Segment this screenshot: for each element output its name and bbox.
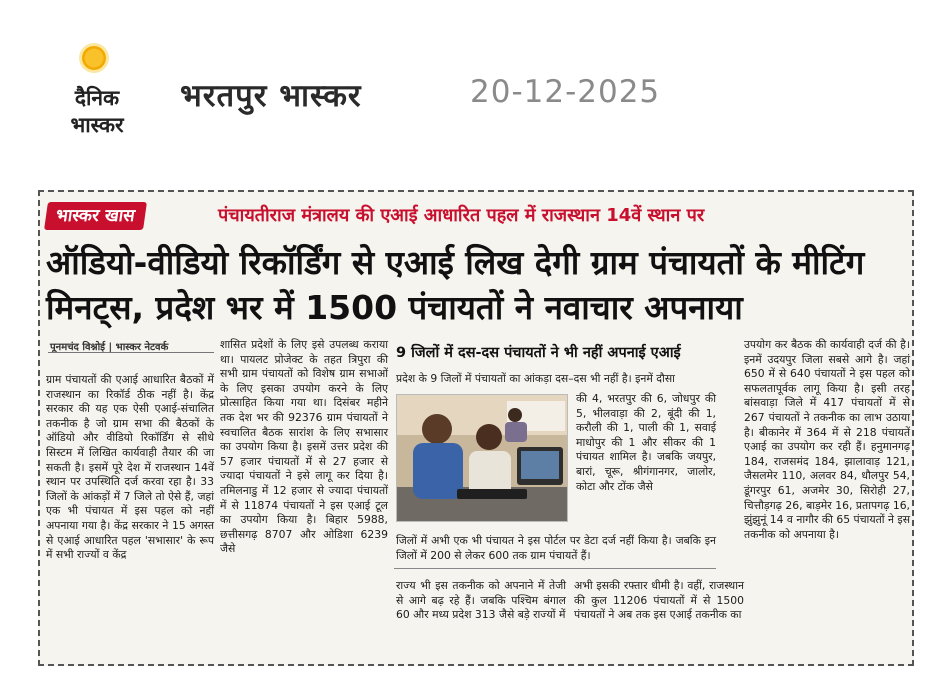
box-subheadline: 9 जिलों में दस-दस पंचायतों ने भी नहीं अपनाई एआई [396, 345, 681, 361]
sun-icon [82, 46, 106, 70]
article-column-1: ग्राम पंचायतों की एआई आधारित बैठकों में राजस्थान का रिकॉर्ड ठीक नहीं है। केंद्र सरकार की यह एक ऐसी एआई-संचालित तकनीक है जो ग्राम सभा की बैठकों के ऑडियो और वीडियो रिकॉर्डिंग से सीधे सिस्टम में लिखित कार्यवाही तैयार की जा सकती है। इसमें पूरे देश में राजस्थान 14वें स्थान पर उपस्थिति दर्ज करवा रहा है। 33 जिलों के आंकड़ों में 7 जिले तो ऐसे हैं, जहां एक भी पंचायत में इस पहल को नहीं अपनाया गया है। केंद्र सरकार ने 15 अगस्त से एआई आधारित पहल 'सभासार' के रूप में सभी राज्यों व केंद्र [46, 373, 214, 562]
children-computer-photo [396, 394, 568, 522]
kicker-row [46, 202, 906, 230]
dainik-bhaskar-logo [50, 40, 142, 140]
article-column-4: अभी इसकी रफ्तार धीमी है। वहीं, राजस्थान की कुल 11206 पंचायतों में से 1500 पंचायतों ने अब तक इस एआई तकनीक का [574, 579, 744, 622]
box-divider [394, 568, 716, 569]
logo-text-line1: दैनिक [74, 86, 120, 110]
article-column-3: राज्य भी इस तकनीक को अपनाने में तेजी से आगे बढ़ रहे हैं। जबकि पश्चिम बंगाल 60 और मध्य प्रदेश 313 जैसे बड़े राज्यों में [396, 579, 566, 622]
article-column-5: उपयोग कर बैठक की कार्यवाही दर्ज की है। इनमें उदयपुर जिला सबसे आगे है। जहां 650 में से 640 पंचायतों ने इस पहल को सफलतापूर्वक लागू किया है। इसी तरह बांसवाड़ा जिले में 417 पंचायतों में से 267 पंचायतों ने तकनीक का लाभ उठाया है। बीकानेर में 364 में से 218 पंचायतें एआई का उपयोग कर रही हैं। हनुमानगढ़ 184, राजसमंद 184, झालावाड़ 121, जैसलमेर 110, अलवर 84, धौलपुर 54, डूंगरपुर 61, अजमेर 30, सिरोही 27, चित्तौड़गढ़ 26, बाड़मेर 16, प्रतापगढ़ 16, झुंझुनूं 14 व नागौर की 65 पंचायतों ने इस तकनीक को अपनाया है। [744, 338, 911, 541]
edition-date: 20-12-2025 [470, 74, 661, 110]
box-tail-text: जिलों में अभी एक भी पंचायत ने इस पोर्टल पर डेटा दर्ज नहीं किया है। जबकि इन जिलों में 200 से लेकर 600 तक ग्राम पंचायतें हैं। [396, 534, 716, 562]
byline: पूनमचंद विश्नोई | भास्कर नेटवर्क [50, 342, 169, 353]
photo-illustration [397, 395, 568, 522]
logo-text-line2: भास्कर [70, 113, 124, 137]
bhaskar-khas-badge: भास्कर खास [44, 202, 147, 230]
box-right-text: की 4, भरतपुर की 6, जोधपुर की 5, भीलवाड़ा की 2, बूंदी की 1, करौली की 1, पाली की 1, सवाई माधोपुर की 1 और सीकर की 1 पंचायत शामिल है। जबकि जयपुर, बारां, चूरू, श्रीगंगानगर, जालोर, कोटा और टोंक जैसे [576, 392, 716, 493]
byline-divider [48, 352, 214, 353]
article-column-2: शासित प्रदेशों के लिए इसे उपलब्ध कराया था। पायलट प्रोजेक्ट के तहत त्रिपुरा की सभी ग्राम पंचायतों को विशेष ग्राम सभाओं के लिए इसका उपयोग करने के लिए प्रोत्साहित किया गया था। दिसंबर महीने तक देश भर की 92376 ग्राम पंचायतों ने स्वचालित बैठक सारांश के लिए सभासार का उपयोग किया है। इसमें उत्तर प्रदेश की 57 हजार पंचायतों में से 27 हजार से ज्यादा पंचायतों ने इसे लागू कर दिया है। तमिलनाडु में 12 हजार से ज्यादा पंचायतों में से 11874 पंचायतों ने इस एआई टूल का उपयोग किया है। बिहार 5988, छत्तीसगढ़ 8707 और ओडिशा 6239 जैसे [220, 338, 388, 556]
box-lead-text: प्रदेश के 9 जिलों में पंचायतों का आंकड़ा दस–दस भी नहीं है। इनमें दौसा [396, 372, 675, 385]
main-headline: ऑडियो-वीडियो रिकॉर्डिंग से एआई लिख देगी ग्राम पंचायतों के मीटिंग मिनट्स, प्रदेश भर में 1500 पंचायतों ने नवाचार अपनाया [46, 243, 865, 327]
edition-title: भरतपुर भास्कर [180, 78, 362, 114]
news-clipping [38, 190, 914, 666]
kicker-headline: पंचायतीराज मंत्रालय की एआई आधारित पहल में राजस्थान 14वें स्थान पर [218, 205, 705, 226]
